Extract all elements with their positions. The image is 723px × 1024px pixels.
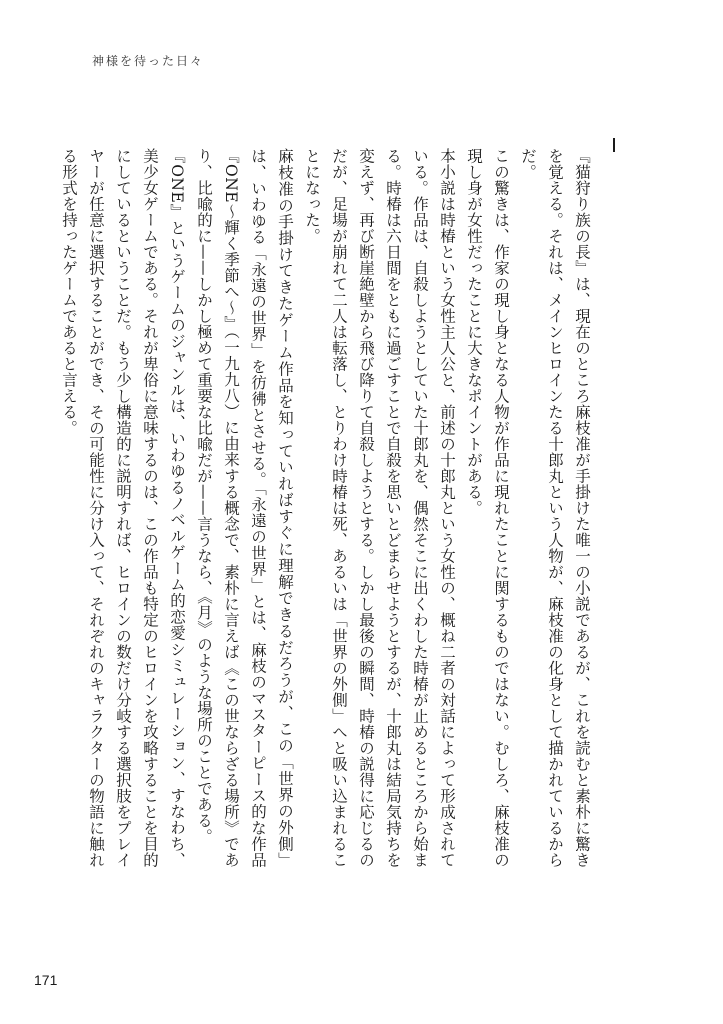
paragraph: 『猫狩り族の長』は、現在のところ麻枝准が手掛けた唯一の小説であるが、これを読むと素朴に驚きを覚える。それは、メインヒロインたる十郎丸という人物が、麻枝准の化身として描かれているからだ。 <box>519 148 591 868</box>
paragraph: この驚きは、作家の現し身となる人物が作品に現れたことに関するものではない。むしろ、麻枝准の現し身が女性だったことに大きなポイントがある。 <box>465 148 510 868</box>
page-number: 171 <box>34 972 58 988</box>
vertical-body-text <box>60 148 595 869</box>
paragraph: 本小説は時椿という女性主人公と、前述の十郎丸という女性の、概ね二者の対話によって形成されている。作品は、自殺しようとしていた十郎丸を、偶然そこに出くわした時椿が止めるところから始まる。時椿は六日間をともに過ごすことで自殺を思いとどまらせようとするが、十郎丸は結局気持ちを変えず、再び断崖絶壁から飛び降りて自殺しようとする。しかし最後の瞬間、時椿の説得に応じるのだが、足場が崩れて二人は転落し、とりわけ時椿は死、あるいは「世界の外側」へと吸い込まれることになった。 <box>303 148 456 868</box>
running-head-title: 神様を待った日々 <box>92 54 205 68</box>
paragraph: 麻枝准の手掛けてきたゲーム作品を知っていればすぐに理解できるだろうが、この「世界の外側」は、いわゆる「永遠の世界」を彷彿とさせる。「永遠の世界」とは、麻枝のマスターピース的な作品『ONE～輝く季節へ～』（一九九八）に由来する概念で、素朴に言えば《この世ならざる場所》であり、比喩的に——しかし極めて重要な比喩だが——言うなら、《月》のような場所のことである。 <box>195 148 294 869</box>
section-marker <box>613 138 615 152</box>
paragraph: 『ONE』というゲームのジャンルは、いわゆるノベルゲーム的恋愛シミュレーション、すなわち、美少女ゲームである。それが卑俗に意味するのは、この作品も特定のヒロインを攻略することを目的にしているということだ。もう少し構造的に説明すれば、ヒロインの数だけ分岐する選択肢をプレイヤーが任意に選択することができ、その可能性に分け入って、それぞれのキャラクターの物語に触れる形式を持ったゲームであると言える。 <box>60 148 186 868</box>
